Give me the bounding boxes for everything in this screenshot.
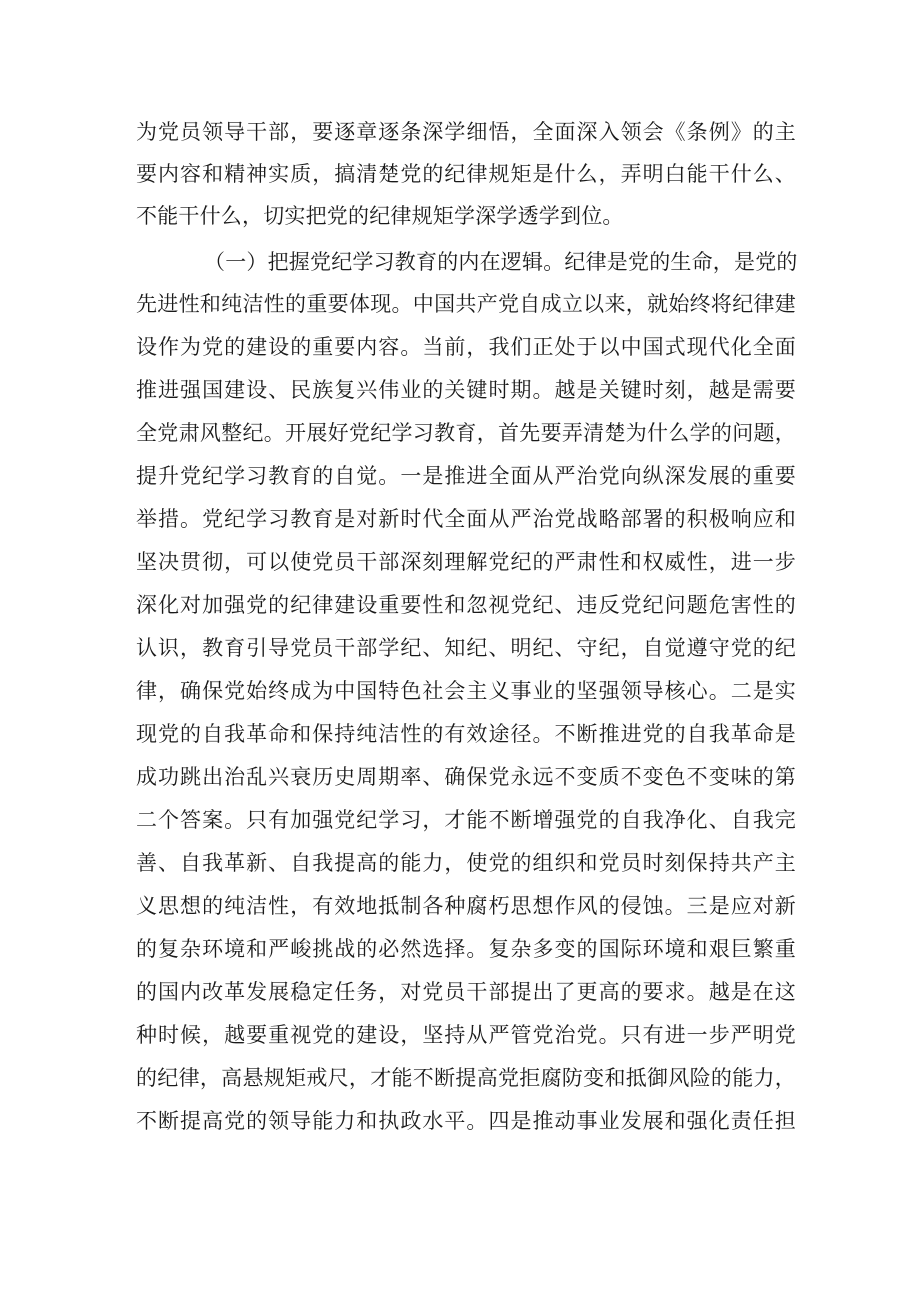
text-line: 要内容和精神实质，搞清楚党的纪律规矩是什么，弄明白能干什么、 [136,162,796,186]
text-line: 先进性和纯洁性的重要体现。中国共产党自成立以来，就始终将纪律建 [136,292,796,316]
text-line: 坚决贯彻，可以使党员干部深刻理解党纪的严肃性和权威性，进一步 [136,550,796,574]
section-heading-line: （一）把握党纪学习教育的内在逻辑。纪律是党的生命，是党的 [204,250,798,274]
text-line: 举措。党纪学习教育是对新时代全面从严治党战略部署的积极响应和 [136,507,796,531]
text-line: 善、自我革新、自我提高的能力，使党的组织和党员时刻保持共产主 [136,851,796,875]
text-line: 义思想的纯洁性，有效地抵制各种腐朽思想作风的侵蚀。三是应对新 [136,894,796,918]
text-line: 认识，教育引导党员干部学纪、知纪、明纪、守纪，自觉遵守党的纪 [136,636,796,660]
text-line: 全党肃风整纪。开展好党纪学习教育，首先要弄清楚为什么学的问题， [136,421,796,445]
text-line: 深化对加强党的纪律建设重要性和忽视党纪、违反党纪问题危害性的 [136,593,796,617]
text-line: 为党员领导干部，要逐章逐条深学细悟，全面深入领会《条例》的主 [136,120,796,144]
text-line: 设作为党的建设的重要内容。当前，我们正处于以中国式现代化全面 [136,335,796,359]
text-line: 二个答案。只有加强党纪学习，才能不断增强党的自我净化、自我完 [136,808,796,832]
text-line: 不断提高党的领导能力和执政水平。四是推动事业发展和强化责任担 [136,1109,796,1133]
text-line: 现党的自我革命和保持纯洁性的有效途径。不断推进党的自我革命是 [136,722,796,746]
text-line: 的复杂环境和严峻挑战的必然选择。复杂多变的国际环境和艰巨繁重 [136,937,796,961]
text-line: 种时候，越要重视党的建设，坚持从严管党治党。只有进一步严明党 [136,1023,796,1047]
text-line: 提升党纪学习教育的自觉。一是推进全面从严治党向纵深发展的重要 [136,464,796,488]
text-line: 成功跳出治乱兴衰历史周期率、确保党永远不变质不变色不变味的第 [136,765,796,789]
text-line: 的国内改革发展稳定任务，对党员干部提出了更高的要求。越是在这 [136,980,796,1004]
text-line: 律，确保党始终成为中国特色社会主义事业的坚强领导核心。二是实 [136,679,796,703]
text-line: 不能干什么，切实把党的纪律规矩学深学透学到位。 [136,204,624,228]
text-line: 的纪律，高悬规矩戒尺，才能不断提高党拒腐防变和抵御风险的能力， [136,1066,796,1090]
text-line: 推进强国建设、民族复兴伟业的关键时期。越是关键时刻，越是需要 [136,378,796,402]
